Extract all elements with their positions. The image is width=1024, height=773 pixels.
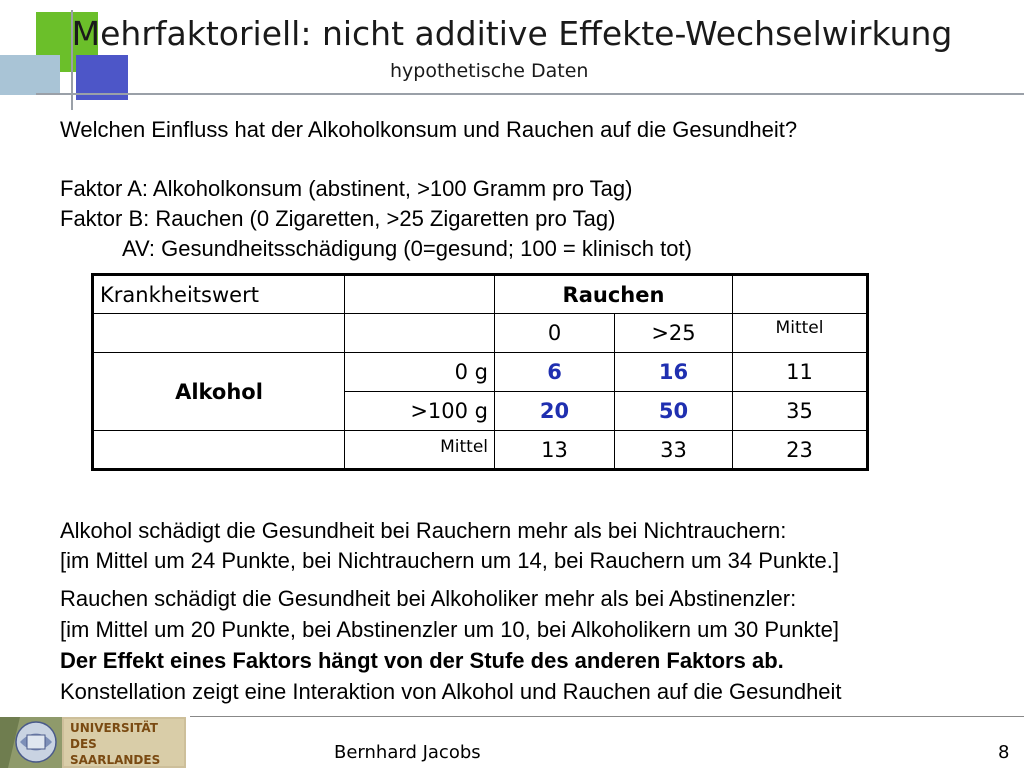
data-table <box>91 273 869 471</box>
conclusion-line-3: Rauchen schädigt die Gesundheit bei Alkoholiker mehr als bei Abstinenzler: <box>60 586 797 611</box>
empty-cell <box>345 314 495 353</box>
table-row <box>93 275 868 314</box>
row-level-1: >100 g <box>345 392 495 431</box>
cell-value: 50 <box>615 392 733 431</box>
row-mean: 35 <box>733 392 868 431</box>
cell-value: 20 <box>495 392 615 431</box>
page-number: 8 <box>998 742 1010 763</box>
row-factor-label: Alkohol <box>93 353 345 431</box>
table-row <box>93 314 868 353</box>
column-level-0: 0 <box>495 314 615 353</box>
column-factor-label: Rauchen <box>495 275 733 314</box>
av-text: AV: Gesundheitsschädigung (0=gesund; 100 = klinisch tot) <box>122 236 692 261</box>
conclusion-line-2: [im Mittel um 24 Punkte, bei Nichtrauchern um 14, bei Rauchern um 34 Punkte.] <box>60 548 839 573</box>
corner-label: Krankheitswert <box>93 275 345 314</box>
svg-text:SAARLANDES: SAARLANDES <box>70 753 161 767</box>
column-mean: 33 <box>615 431 733 470</box>
footer-author: Bernhard Jacobs <box>334 742 481 763</box>
conclusion-line-6: Konstellation zeigt eine Interaktion von Alkohol und Rauchen auf die Gesundheit <box>60 679 842 704</box>
column-mean-label: Mittel <box>733 314 868 353</box>
cell-value: 16 <box>615 353 733 392</box>
empty-cell <box>733 275 868 314</box>
row-mean: 11 <box>733 353 868 392</box>
factor-b-text: Faktor B: Rauchen (0 Zigaretten, >25 Zigaretten pro Tag) <box>60 206 616 231</box>
empty-cell <box>93 431 345 470</box>
column-mean: 13 <box>495 431 615 470</box>
grand-mean: 23 <box>733 431 868 470</box>
conclusion-line-1: Alkohol schädigt die Gesundheit bei Rauchern mehr als bei Nichtrauchern: <box>60 518 787 543</box>
table-row <box>93 431 868 470</box>
decor-hline <box>36 93 1024 95</box>
conclusion-line-5: Der Effekt eines Faktors hängt von der Stufe des anderen Faktors ab. <box>60 648 784 673</box>
svg-text:UNIVERSITÄT: UNIVERSITÄT <box>70 721 158 735</box>
slide-title: Mehrfaktoriell: nicht additive Effekte-Wechselwirkung <box>71 14 953 53</box>
row-mean-label: Mittel <box>345 431 495 470</box>
question-text: Welchen Einfluss hat der Alkoholkonsum und Rauchen auf die Gesundheit? <box>60 117 798 142</box>
empty-cell <box>93 314 345 353</box>
table-row <box>93 353 868 392</box>
slide-subtitle: hypothetische Daten <box>390 60 589 82</box>
decor-square-lightblue <box>0 55 60 95</box>
conclusion-line-4: [im Mittel um 20 Punkte, bei Abstinenzler um 10, bei Alkoholikern um 30 Punkte] <box>60 617 839 642</box>
empty-cell <box>345 275 495 314</box>
footer-divider <box>190 716 1024 717</box>
column-level-1: >25 <box>615 314 733 353</box>
cell-value: 6 <box>495 353 615 392</box>
factor-a-text: Faktor A: Alkoholkonsum (abstinent, >100 Gramm pro Tag) <box>60 176 633 201</box>
row-level-0: 0 g <box>345 353 495 392</box>
university-logo <box>0 717 186 768</box>
svg-text:DES: DES <box>70 737 97 751</box>
